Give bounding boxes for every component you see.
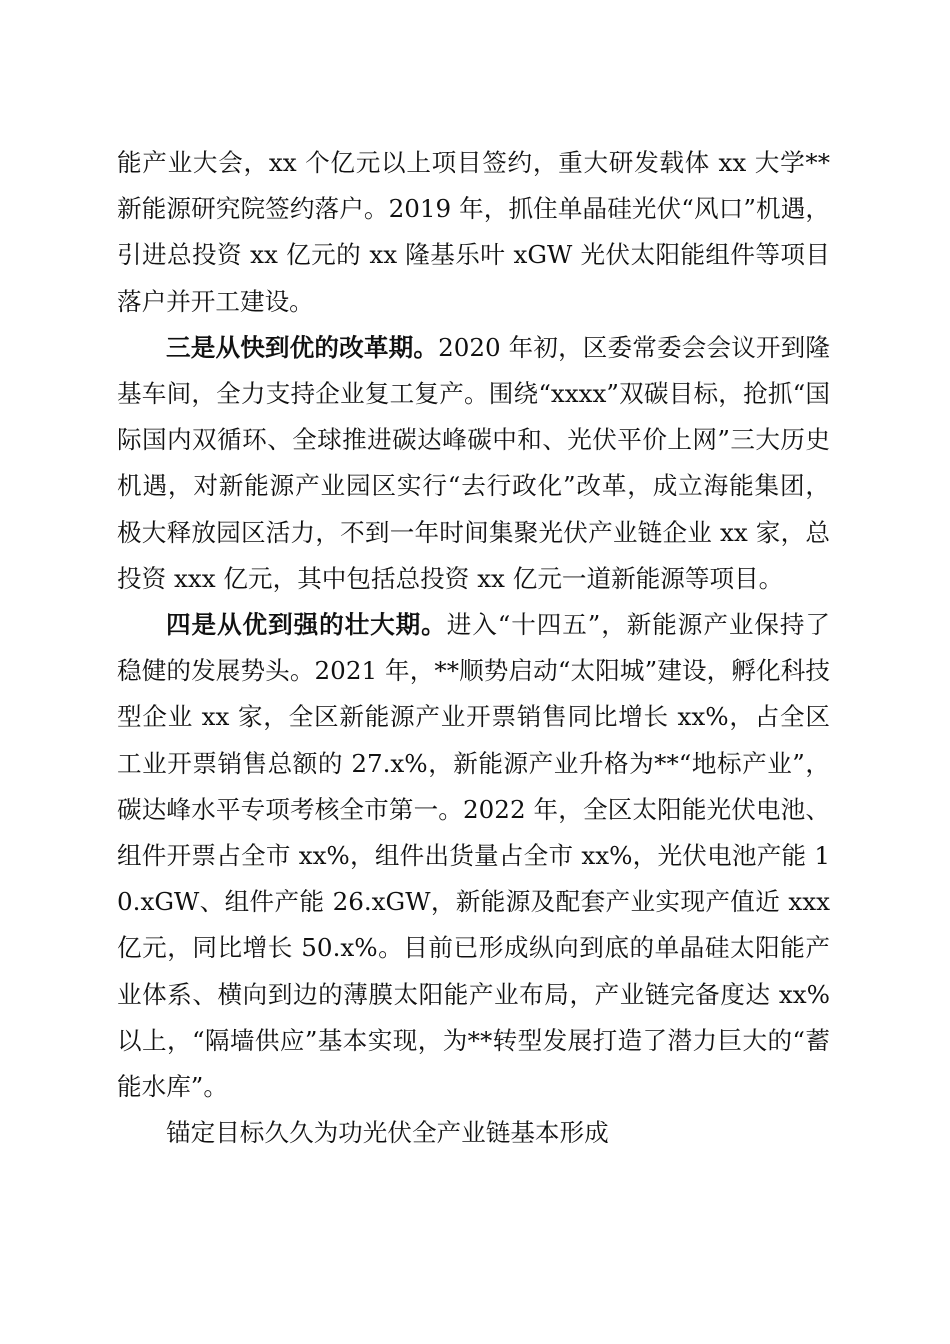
paragraph-text: 进入“十四五”，新能源产业保持了稳健的发展势头。2021 年，**顺势启动“太阳城”建设，孵化科技型企业 xx 家，全区新能源产业开票销售同比增长 xx%，占全区工业开票销售总额的 27.x%，新能源产业升格为**“地标产业”，碳达峰水平专项考核全市第一。2022 年，全区太阳能光伏电池、组件开票占全市 xx%，组件出货量占全市 xx%，光伏电池产能 10.xGW、组件产能 26.xGW，新能源及配套产业实现产值近 xxx 亿元，同比增长 50.x%。目前已形成纵向到底的单晶硅太阳能产业体系、横向到边的薄膜太阳能产业布局，产业链完备度达 xx%以上，“隔墙供应”基本实现，为**转型发展打造了潜力巨大的“蓄能水库”。	[117, 610, 830, 1102]
paragraph-heading: 三是从快到优的改革期。	[166, 332, 439, 362]
paragraph-text: 2020 年初，区委常委会会议开到隆基车间，全力支持企业复工复产。围绕“xxxx”双碳目标，抢抓“国际国内双循环、全球推进碳达峰碳中和、光伏平价上网”三大历史机遇，对新能源产业园区实行“去行政化”改革，成立海能集团，极大释放园区活力，不到一年时间集聚光伏产业链企业 xx 家，总投资 xxx 亿元，其中包括总投资 xx 亿元一道新能源等项目。	[117, 332, 830, 593]
paragraph-growth-period	[117, 602, 830, 1110]
document-body	[117, 140, 830, 1156]
section-heading	[117, 1110, 830, 1156]
paragraph-reform-period	[117, 325, 830, 602]
paragraph-continuation	[117, 140, 830, 325]
paragraph-heading: 四是从优到强的壮大期。	[166, 610, 447, 640]
paragraph-text: 能产业大会，xx 个亿元以上项目签约，重大研发载体 xx 大学**新能源研究院签约落户。2019 年，抓住单晶硅光伏“风口”机遇，引进总投资 xx 亿元的 xx 隆基乐叶 xGW 光伏太阳能组件等项目落户并开工建设。	[117, 148, 830, 316]
section-heading-text: 锚定目标久久为功光伏全产业链基本形成	[166, 1118, 609, 1148]
